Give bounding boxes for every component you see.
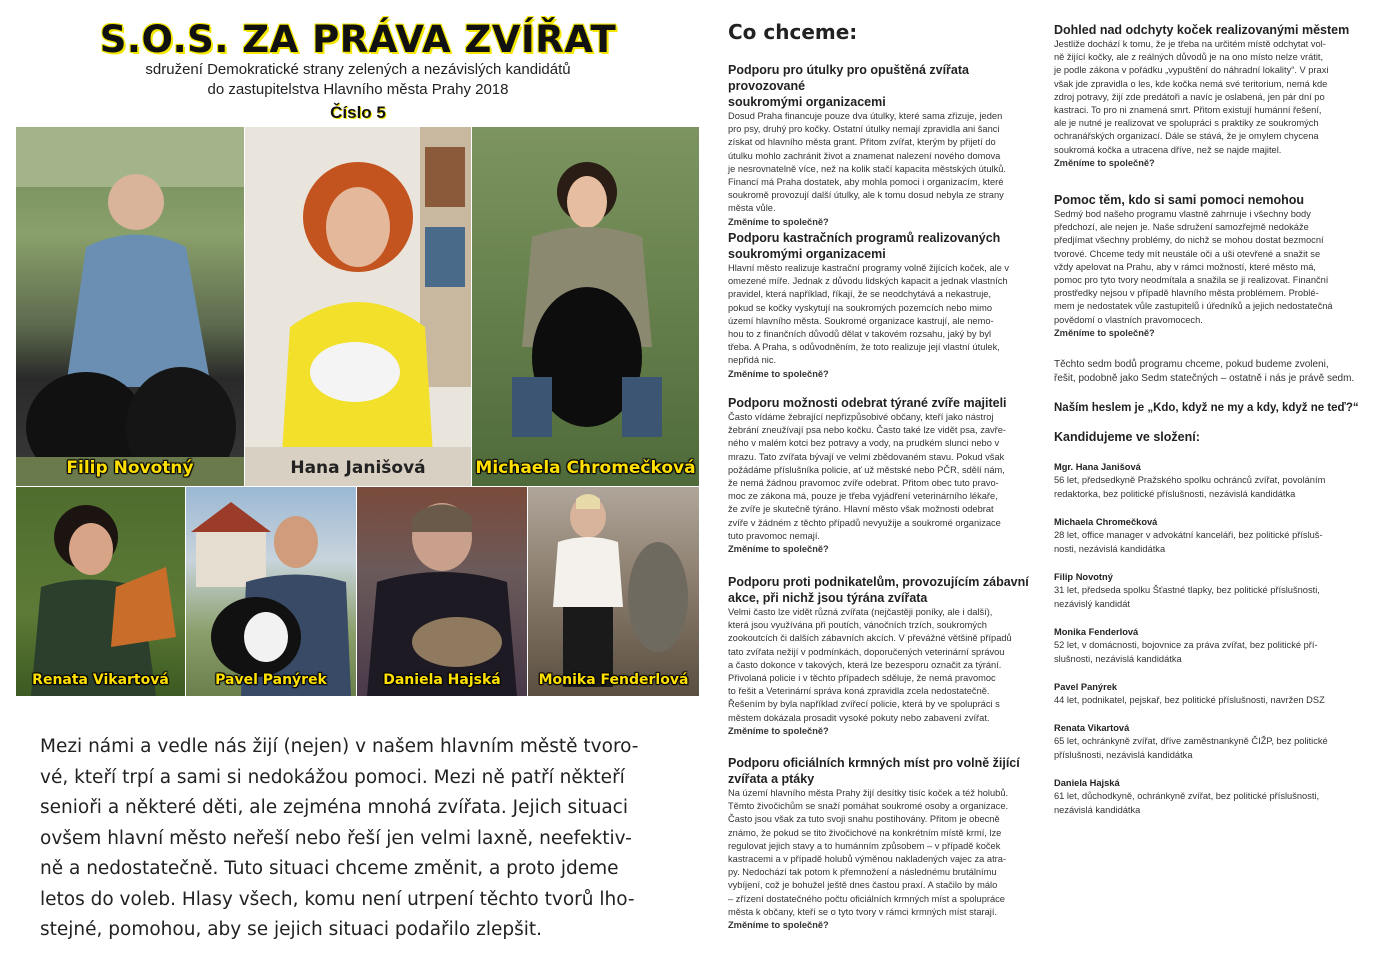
item-text: tvorové. Chceme tedy mít neustále oči a uši otevřené a snažit se [1054, 248, 1321, 259]
item-title: akce, při nichž jsou týrána zvířata [728, 591, 928, 605]
item-text: známo, že pokud se tito živočichové na konkrétním místě krmí, lze [728, 827, 1002, 838]
candidate-desc: redaktorka, bez politické příslušnosti, nezávislá kandidátka [1054, 488, 1296, 499]
subtitle [0, 60, 716, 100]
cta-text: Změníme to společně? [728, 216, 829, 227]
motto: Naším heslem je „Kdo, když ne my a kdy, když ne teď?“ [1054, 402, 1359, 414]
item-text: Často jsou však za tuto svoji snahu postihovány. Přitom je obecně [728, 814, 1000, 825]
photo-caption: Filip Novotný [66, 458, 194, 478]
item-text: Často vídáme žebrající nepřizpůsobivé občany, kteří jako nástroj [728, 412, 994, 422]
item-text: že zvíře je skutečně týráno. Hlavní město však možnosti odebrat [728, 504, 994, 515]
candidate-desc: příslušnosti, nezávislá kandidátka [1054, 749, 1193, 760]
photo-caption: Michaela Chromečková [475, 458, 696, 478]
item-text: omezené míře. Jednak z důvodu lidských kapacit a jednak vlastních [728, 276, 1008, 287]
candidate-desc: nosti, nezávislá kandidátka [1054, 543, 1166, 554]
candidate-name: Pavel Panýrek [1054, 682, 1118, 692]
item-title: Dohled nad odchyty koček realizovanými městem [1054, 23, 1350, 37]
item-text: že nemá žádnou pravomoc zvíře odebrat. Přitom obec tuto pravo- [728, 478, 999, 489]
cta-text: Změníme to společně? [1054, 157, 1155, 168]
item-title: Podporu kastračních programů realizovaných [728, 231, 1001, 245]
item-text: vždy apelovat na Prahu, aby v rámci možností, které město má, [1054, 261, 1316, 272]
item-text: ochranářských organizací. Dále se stává, že je omylem chycena [1054, 131, 1319, 142]
item-title: soukromými organizacemi [728, 247, 886, 261]
intro-line: senioři a některé děti, ale zejména mnohá zvířata. Jejich situaci [40, 797, 628, 818]
item-text: která jsou využívána při poutích, vánočních trzích, soukromých [728, 620, 987, 631]
photo-scene [186, 487, 356, 696]
item-text: Financí má Praha dostatek, aby mohla pomoci i organizacím, které [728, 177, 1004, 188]
candidate-entry [1054, 460, 1366, 501]
intro-line: Mezi námi a vedle nás žijí (nejen) v našem hlavním městě tvoro- [40, 736, 639, 757]
photo-caption: Pavel Panýrek [215, 672, 327, 688]
item-text: požádáme příslušníka policie, ať už městské nebo PČR, sdělí nám, [728, 464, 1005, 475]
item-text: Přivolaná policie i v těchto případech sděluje, že nemá pravomoc [728, 673, 996, 684]
closing-line: řešit, podobně jako Sedm statečných – ostatně i nás je právě sedm. [1054, 373, 1355, 384]
photo-hana [245, 127, 471, 486]
intro-line: ně a nedostatečně. Tuto situaci chceme změnit, a proto jdeme [40, 858, 619, 879]
item-text: vybíjení, což je bohužel ještě dnes častou praxí. A stačilo by málo [728, 880, 998, 891]
program-item-2 [728, 230, 1040, 381]
item-text: moc ze zákona má, pouze je třeba vyjádření veterinárního lékaře, [728, 491, 998, 502]
candidate-desc: 65 let, ochránkyně zvířat, dříve zaměstnankyně ČIŽP, bez politické [1054, 736, 1328, 746]
item-title: Podporu pro útulky pro opuštěná zvířata provozované [728, 63, 969, 93]
item-text: zvíře v žádném z těchto případů nevyužije a soukromé organizace [728, 517, 1001, 528]
item-text: tato zvířata nežijí v podmínkách, doporučených veterinární správou [728, 646, 1005, 657]
item-text: pro psy, druhý pro kočky. Ostatní útulky nemají zpravidla ani šanci [728, 124, 1000, 135]
photo-scene [16, 487, 185, 696]
photo-scene [472, 127, 699, 486]
item-text: je podle zákona v pořádku „vypuštění do náhradní lokality“. V praxi [1054, 65, 1329, 76]
item-text: – zřízení dostatečného počtu oficiálních krmných míst a spolupráce [728, 893, 1005, 904]
candidate-name: Mgr. Hana Janišová [1054, 462, 1141, 472]
program-item-7 [1054, 192, 1366, 340]
program-item-4 [728, 574, 1040, 738]
item-title: Podporu oficiálních krmných míst pro volně žijící [728, 756, 1020, 770]
item-text: města vůle. [728, 203, 776, 214]
photo-scene [245, 127, 471, 486]
item-title: Pomoc těm, kdo si sami pomoci nemohou [1054, 193, 1305, 207]
photo-caption: Monika Fenderlová [538, 672, 689, 688]
item-text: žebrání zneužívají psa nebo kočku. Často také lze vidět psa, zavře- [728, 425, 1007, 436]
intro-line: vé, kteří trpí a sami si nedokážou pomoci. Mezi ně patří někteří [40, 766, 625, 788]
candidate-entry [1054, 515, 1366, 556]
item-text: zdroj potravy, žijí zde predátoři a navíc je oslabená, jen pár dní po [1054, 91, 1325, 102]
item-title: zvířata a ptáky [728, 772, 815, 786]
item-text: získat od hlavního města grant. Přitom zvířat, kterým by přijetí do [728, 137, 996, 148]
item-text: Hlavní město realizuje kastrační programy volně žijících koček, ale v [728, 263, 1010, 273]
cta-text: Změníme to společně? [1054, 327, 1155, 338]
item-text: třeba. A Praha, s odůvodněním, že toto realizuje její vlastní útulek, [728, 342, 1000, 353]
item-text: Sedmý bod našeho programu vlastně zahrnuje i všechny body [1054, 209, 1311, 219]
item-text: kastraci. To pro ni znamená smrt. Přitom existují humánní řešení, [1054, 105, 1322, 116]
photo-caption: Hana Janišová [290, 458, 426, 478]
cta-text: Změníme to společně? [728, 544, 829, 555]
item-text: ně žijící kočky, ale z reálných důvodů je na ono místo nelze vrátit, [1054, 52, 1324, 63]
item-text: pravidel, která například, říkají, že se neodchytává a nekastruje, [728, 289, 992, 300]
item-title: Podporu proti podnikatelům, provozujícím zábavní [728, 575, 1029, 589]
item-text: prostředky nejsou v případě hlavního města problémem. Problé- [1054, 288, 1319, 299]
item-text: tuto pravomoc nemají. [728, 530, 820, 541]
candidate-entry [1054, 776, 1366, 817]
cta-text: Změníme to společně? [728, 920, 829, 931]
item-text: nepřidá nic. [728, 355, 777, 366]
item-text: zookoutcích či dalších zábavních akcích. V převážné většině případů [728, 633, 1012, 644]
candidate-name: Renata Vikartová [1054, 723, 1130, 733]
issue-number: Číslo 5 [330, 103, 386, 122]
item-text: ného v malém kotci bez potravy a vody, na prudkém slunci nebo v [728, 438, 1000, 449]
candidate-name: Monika Fenderlová [1054, 627, 1139, 637]
candidate-name: Michaela Chromečková [1054, 517, 1158, 527]
candidate-desc: nezávislý kandidát [1054, 598, 1130, 609]
candidate-desc: 28 let, office manager v advokátní kanceláři, bez politické přísluš- [1054, 530, 1323, 540]
photo-daniela [357, 487, 527, 696]
item-text: předchozí, ale nejen je. Naše sdružení samozřejmě nedokáže [1054, 222, 1309, 233]
candidate-name: Filip Novotný [1054, 572, 1113, 582]
item-text: hou to z finančních důvodů dělat v takovém rozsahu, jaký by byl [728, 329, 992, 340]
item-text: Velmi často lze vidět různá zvířata (nejčastěji poníky, ale i další), [728, 607, 993, 617]
candidate-desc: 61 let, důchodkyně, ochránkyně zvířat, bez politické příslušnosti, [1054, 791, 1320, 801]
intro-line: letos do voleb. Hlasy všech, komu není utrpení těchto tvorů lho- [40, 888, 635, 910]
item-text: území hlavního města. Soukromé organizace kastrují, ale nemo- [728, 315, 994, 326]
item-text: městem dokázala prosadit vysoké pokuty nebo zabavení zvířat. [728, 712, 990, 723]
item-title: soukromými organizacemi [728, 95, 886, 109]
candidate-name: Daniela Hajská [1054, 778, 1120, 788]
item-text: předjímat všechny problémy, do nichž se mohou dostat bezmocní [1054, 235, 1324, 246]
main-title: S.O.S. ZA PRÁVA ZVÍŘAT [99, 18, 617, 61]
item-text: pokud se kočky vyskytují na soukromých pozemcích nebo mimo [728, 302, 993, 313]
item-text: Řešením by byla například zvířecí policie, která by ve spolupráci s [728, 699, 1000, 710]
item-text: Na území hlavního města Prahy žijí desítky tisíc koček a též holubů. [728, 788, 1009, 798]
item-text: soukromě provozují další útulky, ale k tomu dosud nebyla ze strany [728, 190, 1004, 201]
candidate-entry [1054, 625, 1366, 666]
closing-line: Těchto sedm bodů programu chceme, pokud budeme zvoleni, [1054, 359, 1329, 370]
photo-caption: Renata Vikartová [32, 672, 169, 688]
program-heading: Co chceme: [728, 20, 858, 44]
item-text: Těmto živočichům se snaží pomáhat soukromé osoby a organizace. [728, 801, 1009, 812]
photo-renata [16, 487, 185, 696]
candidate-desc: 56 let, předsedkyně Pražského spolku ochránců zvířat, povoláním [1054, 475, 1326, 485]
item-text: mem je nedostatek vůle zastupitelů i úředníků a jejich nedostatečná [1054, 301, 1333, 312]
program-item-1 [728, 62, 1040, 229]
intro-line: ovšem hlavní město neřeší nebo řeší jen velmi laxně, neefektiv- [40, 827, 632, 849]
cta-text: Změníme to společně? [728, 725, 829, 736]
item-text: to řešit a Veterinární správa koná zpravidla zcela nedostatečně. [728, 686, 990, 697]
candidate-entry [1054, 721, 1366, 762]
candidate-desc: slušnosti, nezávislá kandidátka [1054, 653, 1182, 664]
candidate-desc: 52 let, v domácnosti, bojovnice za práva zvířat, bez politické pří- [1054, 640, 1318, 650]
intro-line: stejné, pomohou, aby se jejich situaci podařilo zlepšit. [40, 919, 543, 940]
item-text: soukromá kočka a utracena dříve, než se najde majitel. [1054, 144, 1282, 155]
item-text: Dosud Praha financuje pouze dva útulky, které sama zřizuje, jeden [728, 111, 1003, 121]
photo-scene [16, 127, 244, 486]
program-item-6 [1054, 22, 1366, 170]
candidate-desc: nezávislá kandidátka [1054, 804, 1141, 815]
item-text: města k občany, kteří se o tyto tvory v rámci krmných míst starají. [728, 906, 997, 917]
photo-caption: Daniela Hajská [383, 672, 501, 688]
subtitle-line: do zastupitelstva Hlavního města Prahy 2018 [207, 81, 509, 98]
candidate-entry [1054, 570, 1366, 611]
photo-scene [528, 487, 699, 696]
closing-text [1054, 358, 1366, 386]
candidate-entry [1054, 680, 1366, 708]
item-text: mrazu. Tato zvířata bývají ve velmi zbědovaném stavu. Pokud však [728, 451, 1005, 462]
item-text: py. Nedochází tak potom k přemnožení a následnému brutálnímu [728, 867, 997, 878]
subtitle-line: sdružení Demokratické strany zelených a nezávislých kandidátů [145, 61, 571, 78]
program-item-3 [728, 395, 1040, 556]
item-text: Jestliže dochází k tomu, že je třeba na určitém místě odchytat vol- [1054, 39, 1326, 49]
item-text: a často dokonce v takových, která lze bezesporu označit za týrání. [728, 659, 1002, 670]
photo-monika [528, 487, 699, 696]
item-text: povědomí o vlastních pravomocech. [1054, 314, 1203, 325]
photo-filip [16, 127, 244, 486]
candidate-desc: 31 let, předseda spolku Šťastné tlapky, bez politické příslušnosti, [1054, 585, 1320, 595]
item-text: pomoc pro tyto tvory neodmítala a snažila se ji realizovat. Finanční [1054, 275, 1329, 286]
item-text: útulku mohlo zachránit život a znamenat nalezení nového domova [728, 150, 1001, 161]
candidate-desc: 44 let, podnikatel, pejskař, bez politické příslušnosti, navržen DSZ [1054, 695, 1325, 705]
photo-pavel [186, 487, 356, 696]
item-text: ale je nutné je realizovat ve spolupráci s praktiky ze soukromých [1054, 118, 1319, 129]
photo-michaela [472, 127, 699, 486]
candidates-heading: Kandidujeme ve složení: [1054, 430, 1200, 444]
item-title: Podporu možnosti odebrat týrané zvíře majiteli [728, 396, 1007, 410]
intro-paragraph [40, 732, 680, 946]
item-text: je nesrovnatelně více, než na kolik stačí kapacita městských útulků. [728, 163, 1007, 174]
item-text: však jde zpravidla o les, kde kočka nemá své teritorium, nemá kde [1054, 78, 1328, 89]
photo-scene [357, 487, 527, 696]
item-text: kastracemi a v případě holubů výměnou nakladených vajec za atra- [728, 854, 1007, 865]
cta-text: Změníme to společně? [728, 368, 829, 379]
program-item-5 [728, 755, 1040, 932]
item-text: regulovat jejich stavy a to humánním způsobem – v případě koček [728, 840, 1001, 851]
